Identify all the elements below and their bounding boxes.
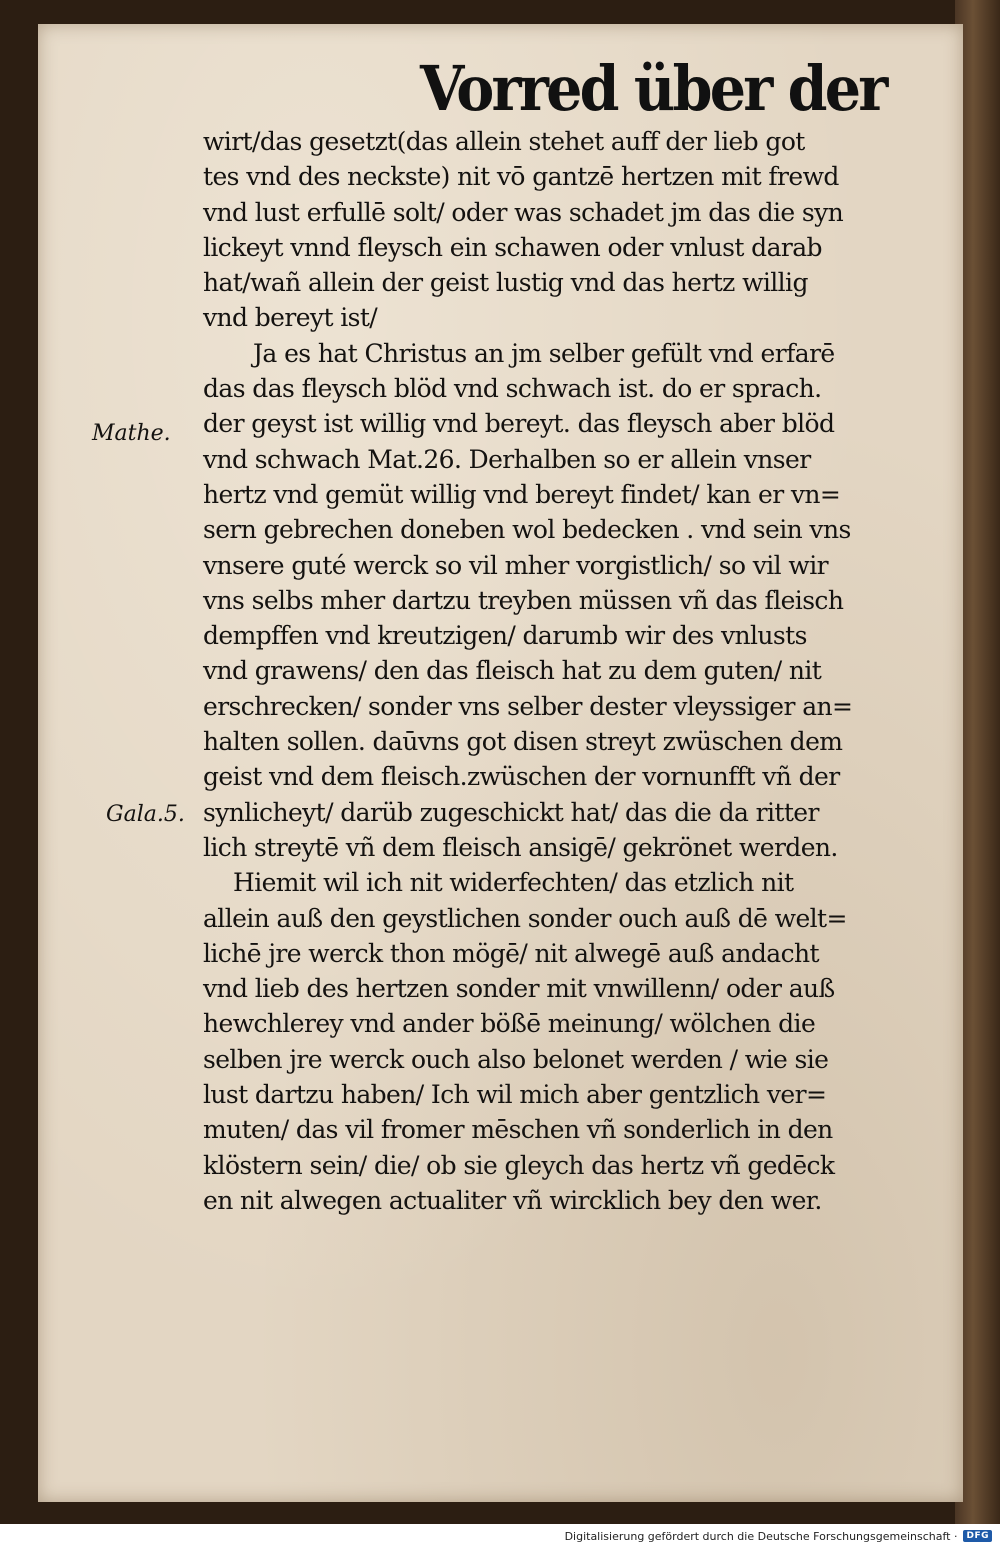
- footer-text: Digitalisierung gefördert durch die Deutsche Forschungsgemeinschaft ·: [564, 1529, 958, 1543]
- marginal-note: Gala.5.: [106, 802, 185, 827]
- footer-credit: [565, 1527, 992, 1545]
- text-line: allein auß den geystlichen sonder ouch auß dē welt=: [203, 903, 847, 933]
- text-line: muten/ das vil fromer mēschen vñ sonderlich in den: [203, 1115, 833, 1145]
- text-line: lich streytē vñ dem fleisch ansigē/ gekrönet werden.: [203, 832, 838, 862]
- text-line: hewchlerey vnd ander bößē meinung/ wölchen die: [203, 1009, 816, 1039]
- text-line: der geyst ist willig vnd bereyt. das fleysch aber blöd: [203, 409, 835, 439]
- text-line: geist vnd dem fleisch.zwüschen der vornunfft vñ der: [203, 762, 840, 792]
- text-line: hertz vnd gemüt willig vnd bereyt findet/ kan er vn=: [203, 479, 841, 509]
- text-line: vnd lust erfullē solt/ oder was schadet jm das die syn: [203, 197, 844, 227]
- marginal-note: Mathe.: [92, 421, 171, 446]
- text-line: halten sollen. daūvns got disen streyt zwüschen dem: [203, 727, 843, 757]
- text-line: klöstern sein/ die/ ob sie gleych das hertz vñ gedēck: [203, 1150, 835, 1180]
- text-line: vnd grawens/ den das fleisch hat zu dem guten/ nit: [203, 656, 822, 686]
- text-line: lichē jre werck thon mögē/ nit alwegē auß andacht: [203, 938, 819, 968]
- text-line: selben jre werck ouch also belonet werden / wie sie: [203, 1044, 829, 1074]
- text-line: erschrecken/ sonder vns selber dester vleyssiger an=: [203, 691, 853, 721]
- text-line: vns selbs mher dartzu treyben müssen vñ das fleisch: [203, 585, 844, 615]
- text-line: vnsere guté werck so vil mher vorgistlich/ so vil wir: [203, 550, 828, 580]
- text-line: en nit alwegen actualiter vñ wircklich bey den wer.: [203, 1185, 822, 1215]
- dfg-logo: DFG: [963, 1530, 992, 1542]
- body-text: [203, 124, 948, 1218]
- text-line: hat/wañ allein der geist lustig vnd das hertz willig: [203, 268, 808, 298]
- text-line: Ja es hat Christus an jm selber gefült vnd erfarē: [253, 338, 835, 368]
- text-line: das das fleysch blöd vnd schwach ist. do er sprach.: [203, 374, 822, 404]
- text-line: vnd schwach Mat.26. Derhalben so er allein vnser: [203, 444, 811, 474]
- text-line: lickeyt vnnd fleysch ein schawen oder vnlust darab: [203, 232, 822, 262]
- text-line: synlicheyt/ darüb zugeschickt hat/ das die da ritter: [203, 797, 819, 827]
- text-line: Hiemit wil ich nit widerfechten/ das etzlich nit: [233, 868, 794, 898]
- text-line: vnd lieb des hertzen sonder mit vnwillenn/ oder auß: [203, 974, 835, 1004]
- text-line: tes vnd des neckste) nit vō gantzē hertzen mit frewd: [203, 162, 839, 192]
- text-line: sern gebrechen doneben wol bedecken . vnd sein vns: [203, 515, 851, 545]
- text-line: wirt/das gesetzt(das allein stehet auff der lieb got: [203, 127, 805, 156]
- running-head: Vorred über der: [420, 52, 886, 125]
- text-line: vnd bereyt ist/: [203, 303, 378, 333]
- text-line: dempffen vnd kreutzigen/ darumb wir des vnlusts: [203, 621, 807, 651]
- text-line: lust dartzu haben/ Ich wil mich aber gentzlich ver=: [203, 1080, 827, 1110]
